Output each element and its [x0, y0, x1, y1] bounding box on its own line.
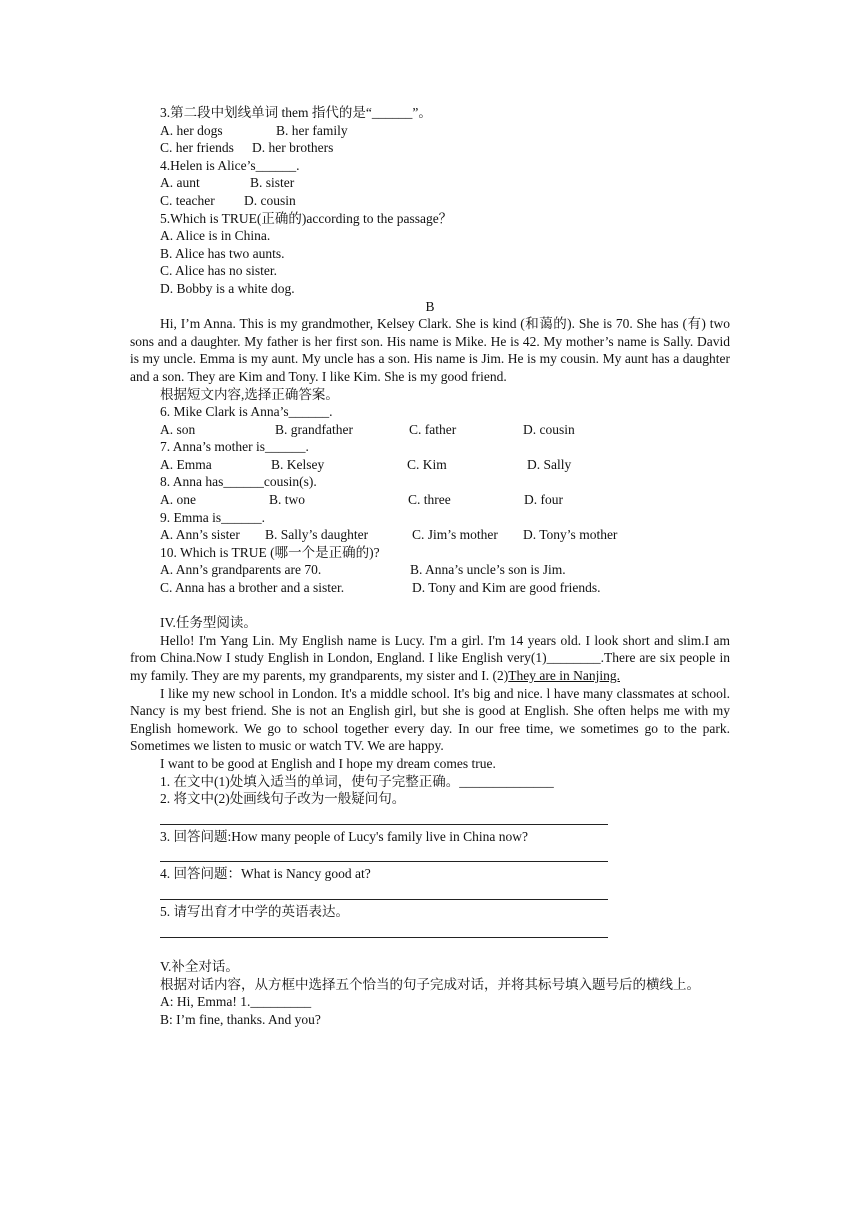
question-3-options-row-1	[130, 122, 730, 140]
option: C. teacher	[160, 192, 215, 208]
section-iv-paragraph-3: I want to be good at English and I hope my dream comes true.	[160, 755, 496, 771]
question-10-options-row-2	[130, 579, 730, 597]
task-3: 3. 回答问题:How many people of Lucy's family live in China now?	[160, 828, 528, 844]
option: D. four	[524, 492, 563, 508]
question-5-option-b: B. Alice has two aunts.	[160, 245, 285, 261]
question-5-option-c: C. Alice has no sister.	[160, 263, 277, 279]
answer-line[interactable]	[160, 845, 608, 862]
answer-line[interactable]	[160, 883, 608, 900]
question-6-options	[130, 421, 730, 439]
option: B. Anna’s uncle’s son is Jim.	[410, 562, 566, 578]
option: B. two	[269, 492, 306, 508]
question-4: 4.Helen is Alice’s______.	[160, 157, 300, 173]
option: B. her family	[276, 122, 348, 138]
option: C. three	[408, 492, 451, 508]
task-2: 2. 将文中(2)处画线句子改为一般疑问句。	[160, 791, 406, 807]
section-iv-heading: IV.任务型阅读。	[160, 615, 257, 631]
option: A. aunt	[160, 175, 200, 191]
spacer	[130, 941, 730, 959]
section-b-heading: B	[425, 298, 435, 314]
option: A. Ann’s sister	[160, 527, 240, 543]
task-1: 1. 在文中(1)处填入适当的单词，使句子完整正确。______________	[160, 773, 554, 789]
question-6: 6. Mike Clark is Anna’s______.	[160, 404, 333, 420]
worksheet-page	[130, 104, 730, 1029]
question-4-options-row-1	[130, 174, 730, 192]
section-v-instruction: 根据对话内容，从方框中选择五个恰当的句子完成对话，并将其标号填入题号后的横线上。	[160, 976, 700, 992]
option: C. Anna has a brother and a sister.	[160, 580, 345, 596]
section-b-instruction: 根据短文内容,选择正确答案。	[160, 386, 339, 402]
question-5: 5.Which is TRUE(正确的)according to the passage？	[160, 210, 453, 226]
option: C. Jim’s mother	[412, 527, 498, 543]
option: D. her brothers	[252, 140, 334, 156]
option: A. son	[160, 421, 196, 437]
question-10-options-row-1	[130, 561, 730, 579]
question-3-options-row-2	[130, 139, 730, 157]
section-iv-paragraph-1	[130, 632, 730, 685]
option: A. one	[160, 492, 196, 508]
section-b-passage: Hi, I’m Anna. This is my grandmother, Kelsey Clark. She is kind (和蔼的). She is 70. She has (有) two sons and a daughter. My father is her first son. His name is Mike. He is 42. My mother’s name is Sally. David is my uncle. Emma is my aunt. My uncle has a son. His name is Jim. He is my cousin. My aunt has a daughter and a son. They are Kim and Tony. I like Kim. She is my good friend.	[130, 316, 730, 384]
option: B. Sally’s daughter	[265, 527, 369, 543]
option: D. cousin	[523, 421, 575, 437]
option: D. Sally	[527, 456, 572, 472]
option: A. Ann’s grandparents are 70.	[160, 562, 322, 578]
answer-line[interactable]	[160, 808, 608, 825]
question-5-option-a: A. Alice is in China.	[160, 228, 271, 244]
question-7: 7. Anna’s mother is______.	[160, 439, 309, 455]
option: D. cousin	[244, 192, 296, 208]
spacer	[130, 597, 730, 615]
task-5: 5. 请写出育才中学的英语表达。	[160, 903, 349, 919]
option: A. Emma	[160, 456, 212, 472]
option: A. her dogs	[160, 122, 223, 138]
question-10: 10. Which is TRUE (哪一个是正确的)?	[160, 544, 380, 560]
option: D. Tony and Kim are good friends.	[412, 580, 601, 596]
option: C. Kim	[407, 456, 447, 472]
option: B. grandfather	[275, 421, 353, 437]
option: C. her friends	[160, 140, 234, 156]
answer-line[interactable]	[160, 921, 608, 938]
section-v-heading: V.补全对话。	[160, 959, 239, 975]
question-8: 8. Anna has______cousin(s).	[160, 474, 317, 490]
question-8-options	[130, 491, 730, 509]
question-9: 9. Emma is______.	[160, 509, 265, 525]
question-3: 3.第二段中划线单词 them 指代的是“______”。	[160, 105, 432, 120]
section-iv-paragraph-2: I like my new school in London. It's a middle school. It's big and nice. l have many classmates at school. Nancy is my best friend. She is not an English girl, but she is good at English. She often helps me with my English homework. We go to school together every day. In our free time, we sometimes go to the park. Sometimes we listen to music or watch TV. We are happy.	[130, 685, 730, 754]
option: B. Kelsey	[271, 456, 325, 472]
question-4-options-row-2	[130, 192, 730, 210]
option: C. father	[409, 421, 457, 437]
paragraph-text: Hello! I'm Yang Lin. My English name is Lucy. I'm a girl. I'm 14 years old. I look short and slim.I am from China.Now I study English in London, England. I like English very(1)________.There are six people in my family. They are my parents, my grandparents, my sister and I. (2)	[130, 632, 730, 683]
task-4: 4. 回答问题：What is Nancy good at?	[160, 866, 371, 882]
dialogue-line-a: A: Hi, Emma! 1._________	[160, 994, 312, 1010]
question-7-options	[130, 456, 730, 474]
underlined-sentence: They are in Nanjing.	[508, 668, 620, 683]
option: D. Tony’s mother	[523, 527, 618, 543]
dialogue-line-b: B: I’m fine, thanks. And you?	[160, 1011, 321, 1027]
option: B. sister	[250, 175, 295, 191]
question-5-option-d: D. Bobby is a white dog.	[160, 280, 295, 296]
question-9-options	[130, 526, 730, 544]
